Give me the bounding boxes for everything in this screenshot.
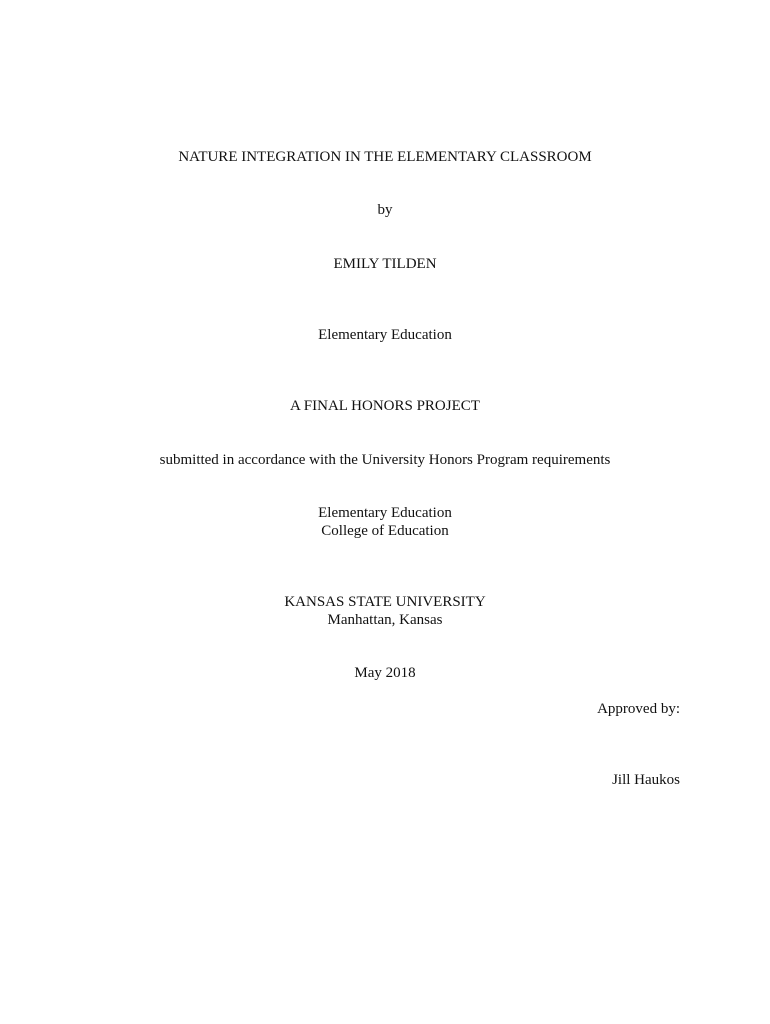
department: Elementary Education xyxy=(318,505,452,521)
author-name: EMILY TILDEN xyxy=(333,256,437,272)
document-title: NATURE INTEGRATION IN THE ELEMENTARY CLASSROOM xyxy=(178,149,592,165)
college: College of Education xyxy=(321,523,449,539)
university: KANSAS STATE UNIVERSITY xyxy=(284,594,486,610)
by-line: by xyxy=(377,202,393,218)
approval-label: Approved by: xyxy=(597,701,680,717)
approver-name: Jill Haukos xyxy=(612,772,680,788)
date: May 2018 xyxy=(354,665,416,681)
submission-statement: submitted in accordance with the University Honors Program requirements xyxy=(159,452,611,468)
project-type: A FINAL HONORS PROJECT xyxy=(290,398,480,414)
major: Elementary Education xyxy=(318,327,452,343)
location: Manhattan, Kansas xyxy=(327,612,443,628)
